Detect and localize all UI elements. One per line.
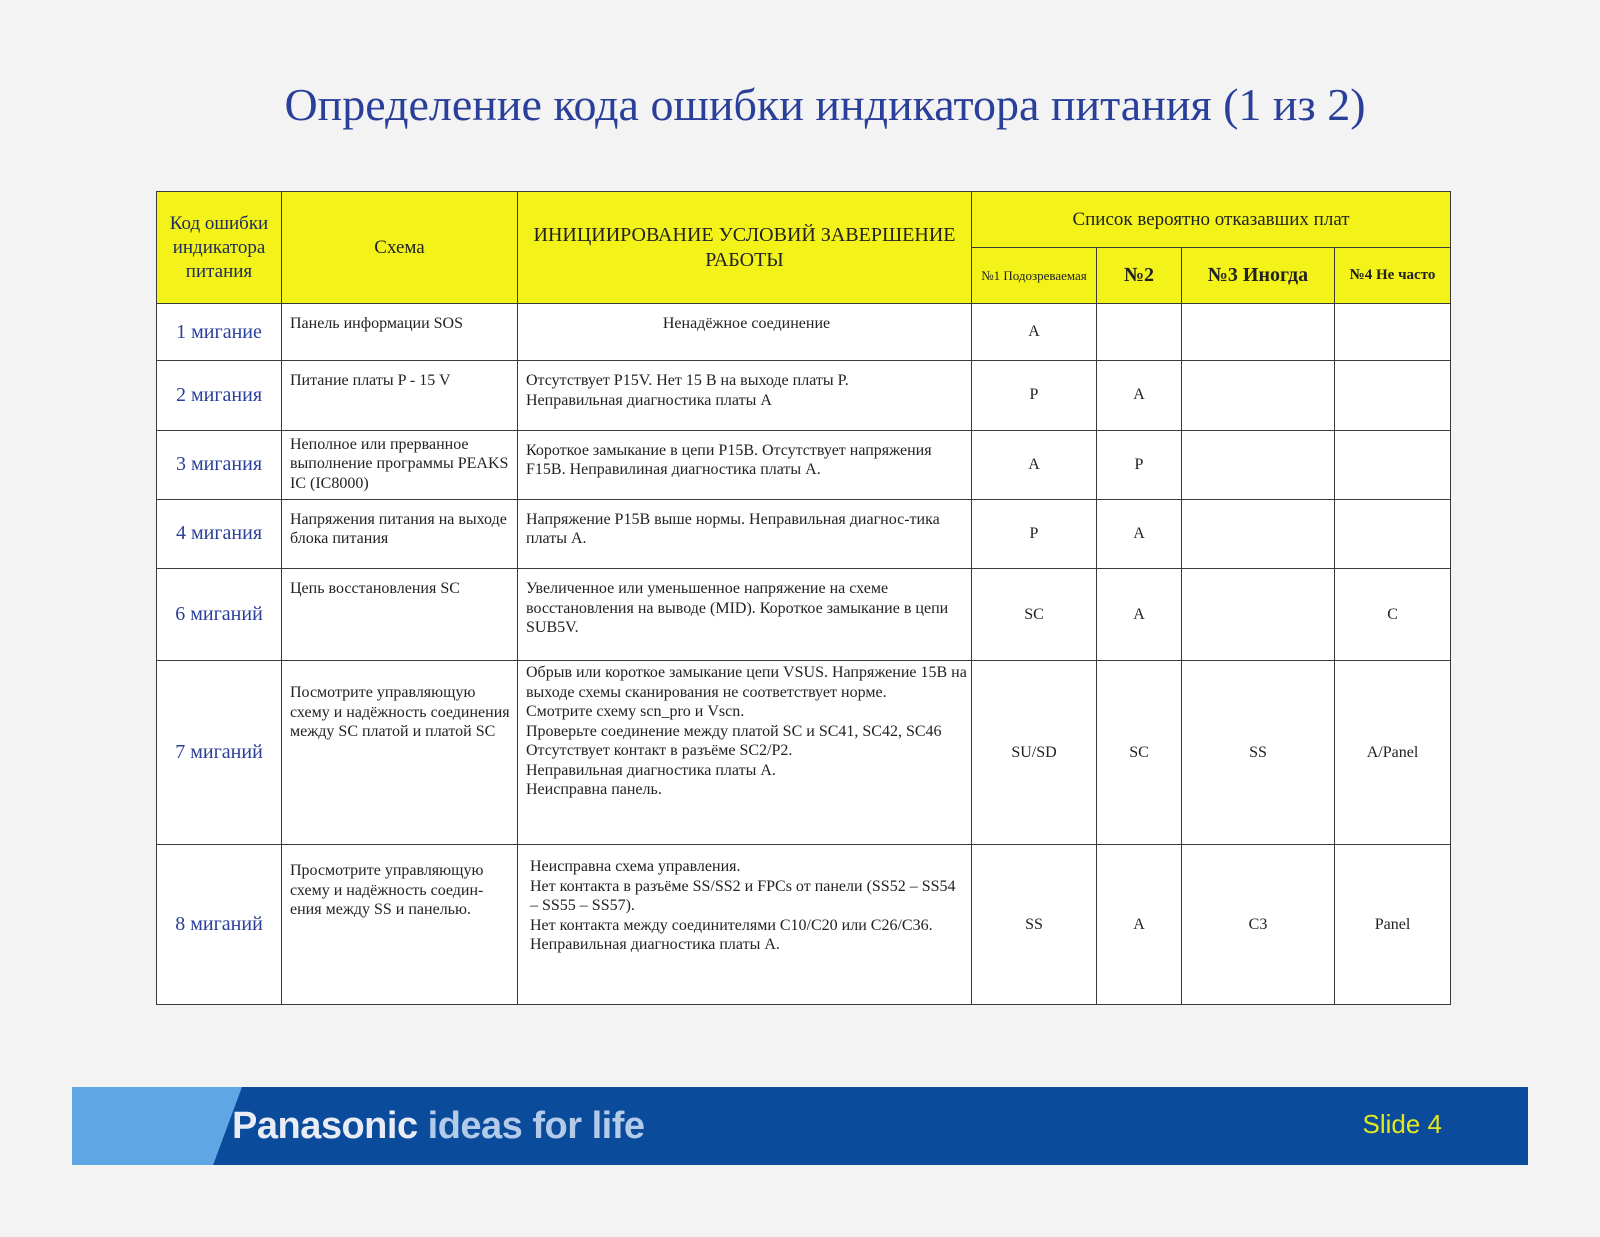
brand-tagline: ideas for life [427, 1105, 645, 1147]
brand-name: Panasonic [232, 1105, 418, 1147]
table-row [157, 361, 1451, 430]
scheme: Цепь восстановления SC [282, 569, 518, 661]
board-2 [1097, 304, 1182, 361]
board-1: P [972, 361, 1097, 430]
footer-bar [72, 1087, 1528, 1165]
footer-accent-stripe [72, 1087, 242, 1165]
board-4 [1335, 304, 1451, 361]
init-conditions: Обрыв или короткое замыкание цепи VSUS. Напряжение 15В на выходе схемы сканирования не соответствует норме. Смотрите схему scn_pro и Vscn. Проверьте соединение между платой SC и SC41, SC42, SC46 Отсутствует контакт в разъёме SC2/P2. Неправильная диагностика платы A. Неисправна панель. [518, 661, 972, 845]
table-row [157, 430, 1451, 499]
board-3: C3 [1182, 845, 1335, 1005]
board-4: C [1335, 569, 1451, 661]
board-3: SS [1182, 661, 1335, 845]
board-1: P [972, 499, 1097, 568]
brand-logo [232, 1105, 644, 1148]
error-code: 4 мигания [157, 499, 282, 568]
board-3 [1182, 361, 1335, 430]
board-1: A [972, 430, 1097, 499]
board-1: SS [972, 845, 1097, 1005]
error-code: 3 мигания [157, 430, 282, 499]
board-1: SU/SD [972, 661, 1097, 845]
init-conditions: Увеличенное или уменьшенное напряжение на схеме восстановления на выводе (MID). Короткое замыкание в цепи SUB5V. [518, 569, 972, 661]
slide-number: Slide 4 [1362, 1109, 1442, 1139]
init-conditions: Отсутствует P15V. Нет 15 В на выходе платы P. Неправильная диагностика платы A [518, 361, 972, 430]
scheme: Посмотрите управляющую схему и надёжность соединения между SC платой и платой SC [282, 661, 518, 845]
board-4 [1335, 430, 1451, 499]
board-4: A/Panel [1335, 661, 1451, 845]
board-3 [1182, 304, 1335, 361]
board-1: SC [972, 569, 1097, 661]
header-board4: №4 Не часто [1335, 248, 1451, 304]
table-row [157, 845, 1451, 1005]
board-3 [1182, 499, 1335, 568]
error-code: 8 миганий [157, 845, 282, 1005]
scheme: Просмотрите управляющую схему и надёжность соедин-ения между SS и панелью. [282, 845, 518, 1005]
scheme: Панель информации SOS [282, 304, 518, 361]
header-boards-group: Список вероятно отказавших плат [972, 192, 1451, 248]
board-2: A [1097, 845, 1182, 1005]
error-code: 7 миганий [157, 661, 282, 845]
board-3 [1182, 430, 1335, 499]
header-init: ИНИЦИИРОВАНИЕ УСЛОВИЙ ЗАВЕРШЕНИЕ РАБОТЫ [518, 192, 972, 304]
scheme: Напряжения питания на выходе блока питания [282, 499, 518, 568]
header-board2: №2 [1097, 248, 1182, 304]
board-2: A [1097, 361, 1182, 430]
header-board3: №3 Иногда [1182, 248, 1335, 304]
header-code: Код ошибки индикатора питания [157, 192, 282, 304]
scheme: Неполное или прерванное выполнение программы PEAKS IC (IC8000) [282, 430, 518, 499]
table-row [157, 661, 1451, 845]
error-code: 1 мигание [157, 304, 282, 361]
table-row [157, 304, 1451, 361]
board-1: A [972, 304, 1097, 361]
board-2: A [1097, 569, 1182, 661]
header-scheme: Схема [282, 192, 518, 304]
table-row [157, 569, 1451, 661]
board-2: A [1097, 499, 1182, 568]
board-2: P [1097, 430, 1182, 499]
error-code: 2 мигания [157, 361, 282, 430]
board-2: SC [1097, 661, 1182, 845]
board-4 [1335, 361, 1451, 430]
init-conditions: Ненадёжное соединение [518, 304, 972, 361]
board-3 [1182, 569, 1335, 661]
init-conditions: Неисправна схема управления. Нет контакта в разъёме SS/SS2 и FPCs от панели (SS52 – SS54 – SS55 – SS57). Нет контакта между соединителями C10/C20 или C26/C36. Неправильная диагностика платы A. [518, 845, 972, 1005]
slide-title: Определение кода ошибки индикатора питания (1 из 2) [284, 79, 1366, 130]
table-row [157, 499, 1451, 568]
header-board1: №1 Подозреваемая [972, 248, 1097, 304]
error-code-table [156, 191, 1451, 1005]
init-conditions: Напряжение P15В выше нормы. Неправильная диагнос-тика платы A. [518, 499, 972, 568]
board-4 [1335, 499, 1451, 568]
error-code: 6 миганий [157, 569, 282, 661]
init-conditions: Короткое замыкание в цепи P15В. Отсутствует напряжения F15В. Неправилиная диагностика платы A. [518, 430, 972, 499]
board-4: Panel [1335, 845, 1451, 1005]
scheme: Питание платы P - 15 V [282, 361, 518, 430]
